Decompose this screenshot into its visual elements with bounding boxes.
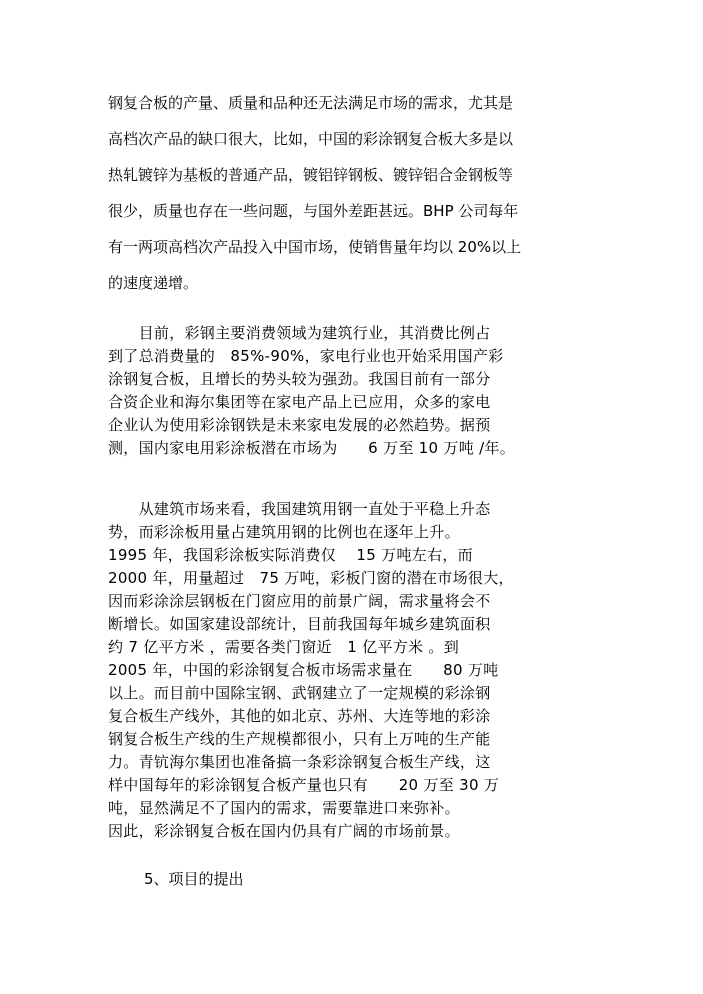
paragraph3-line: 2005 年，中国的彩涂钢复合板市场需求量在 80 万吨 (108, 661, 499, 679)
paragraph3-line: 样中国每年的彩涂钢复合板产量也只有 20 万至 30 万 (108, 776, 500, 794)
paragraph3-line: 2000 年，用量超过 75 万吨，彩板门窗的潜在市场很大， (108, 569, 514, 587)
paragraph1-line: 很少，质量也存在一些问题，与国外差距甚远。BHP 公司每年 (108, 202, 519, 220)
paragraph1-line: 的速度递增。 (108, 274, 199, 292)
paragraph1-line: 高档次产品的缺口很大，比如，中国的彩涂钢复合板大多是以 (108, 130, 514, 148)
paragraph1-line: 有一两项高档次产品投入中国市场，使销售量年均以 20%以上 (108, 238, 522, 256)
paragraph3-line: 因此，彩涂钢复合板在国内仍具有广阔的市场前景。 (108, 822, 460, 840)
paragraph3-line: 1995 年，我国彩涂板实际消费仅 15 万吨左右，而 (108, 546, 473, 564)
paragraph1-line: 钢复合板的产量、质量和品种还无法满足市场的需求，尤其是 (108, 94, 514, 112)
paragraph2-line: 企业认为使用彩涂钢铁是未来家电发展的必然趋势。据预 (108, 416, 491, 434)
paragraph3-line: 约 7 亿平方米 ，需要各类门窗近 1 亿平方米 。到 (108, 638, 460, 656)
paragraph3-line: 从建筑市场来看，我国建筑用钢一直处于平稳上升态 (108, 500, 491, 518)
paragraph3-line: 断增长。如国家建设部统计，目前我国每年城乡建筑面积 (108, 615, 491, 633)
paragraph1-line: 热轧镀锌为基板的普通产品，镀铝锌钢板、镀锌铝合金钢板等 (108, 166, 514, 184)
paragraph3-line: 势，而彩涂板用量占建筑用钢的比例也在逐年上升。 (108, 523, 460, 541)
paragraph3-line: 钢复合板生产线的生产规模都很小，只有上万吨的生产能 (108, 730, 491, 748)
paragraph3-line: 复合板生产线外，其他的如北京、苏州、大连等地的彩涂 (108, 707, 491, 725)
paragraph2-line: 涂钢复合板，且增长的势头较为强劲。我国目前有一部分 (108, 370, 491, 388)
paragraph2-line: 合资企业和海尔集团等在家电产品上已应用，众多的家电 (108, 393, 491, 411)
paragraph2-line: 目前，彩钢主要消费领域为建筑行业，其消费比例占 (108, 324, 491, 342)
paragraph3-line: 因而彩涂涂层钢板在门窗应用的前景广阔，需求量将会不 (108, 592, 491, 610)
paragraph2-line: 到了总消费量的 85%-90%，家电行业也开始采用国产彩 (108, 347, 504, 365)
section-heading: 5、项目的提出 (144, 870, 244, 888)
paragraph3-line: 力。青钪海尔集团也准备搞一条彩涂钢复合板生产线，这 (108, 753, 491, 771)
paragraph3-line: 吨，显然满足不了国内的需求，需要靠进口来弥补。 (108, 799, 460, 817)
paragraph3-line: 以上。而目前中国除宝钢、武钢建立了一定规模的彩涂钢 (108, 684, 491, 702)
paragraph2-line: 测，国内家电用彩涂板潜在市场为 6 万至 10 万吨 /年。 (108, 439, 516, 457)
